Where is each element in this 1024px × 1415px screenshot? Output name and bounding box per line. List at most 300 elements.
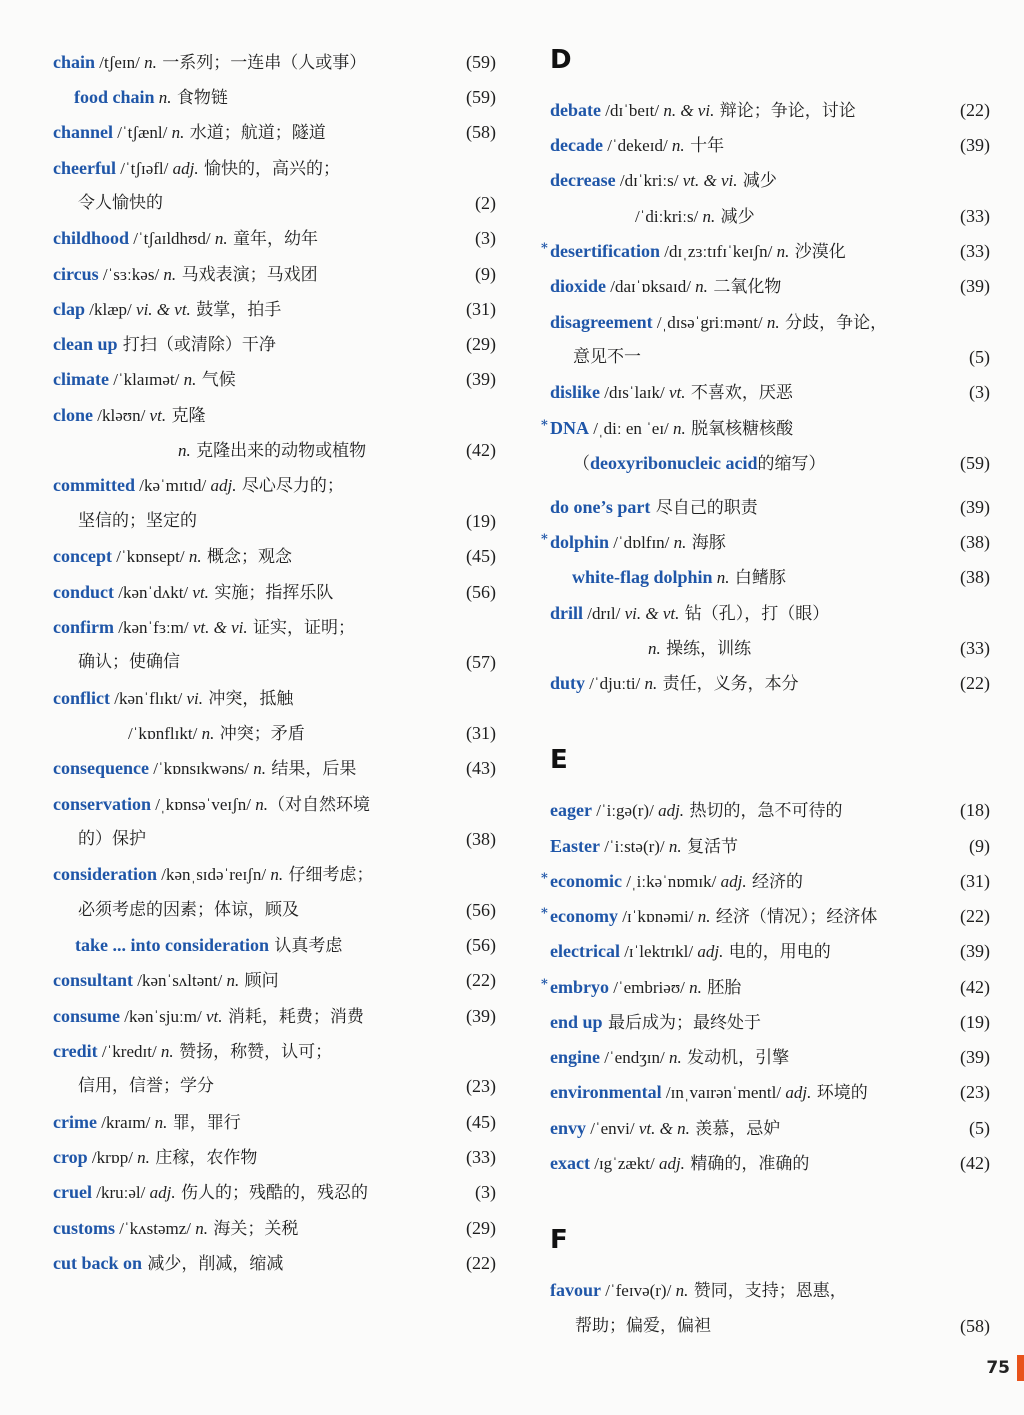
headword: circus <box>53 264 99 284</box>
headword: take ... into consideration <box>75 935 270 955</box>
unit-reference: (42) <box>960 977 990 997</box>
part-of-speech: n. <box>697 907 711 926</box>
glossary-entry <box>53 292 496 327</box>
headword: end up <box>550 1012 603 1032</box>
new-word-star-icon: * <box>541 418 548 433</box>
glossary-entry <box>53 928 496 963</box>
unit-reference: (33) <box>960 206 990 226</box>
part-of-speech: vi. <box>186 689 203 708</box>
chinese-definition: 信用，信誉；学分 <box>78 1076 214 1096</box>
new-word-star-icon: * <box>541 241 548 256</box>
pronunciation: /dɪˈkriːs/ <box>615 171 683 190</box>
unit-reference: (2) <box>475 193 496 213</box>
chinese-definition: 不喜欢，厌恶 <box>685 383 793 403</box>
glossary-entry-continuation <box>53 645 496 680</box>
unit-reference: (5) <box>969 1118 990 1138</box>
part-of-speech: vt. <box>205 1007 223 1026</box>
part-of-speech: adj. <box>149 1183 176 1202</box>
unit-reference: (39) <box>960 941 990 961</box>
unit-reference: (45) <box>466 546 496 566</box>
headword: credit <box>53 1041 98 1061</box>
pronunciation: /ˈdɒlfɪn/ <box>609 533 674 552</box>
chinese-definition: 马戏表演；马戏团 <box>176 265 318 285</box>
part-of-speech: n. <box>226 971 240 990</box>
part-of-speech: adj. <box>720 872 747 891</box>
pronunciation: /ˌdiː en ˈeɪ/ <box>589 419 674 438</box>
headword: desertification <box>550 241 660 261</box>
pronunciation: /ˈkɒnflɪkt/ <box>128 724 202 743</box>
pronunciation: /ˈtʃænl/ <box>113 123 172 142</box>
chinese-definition: 复活节 <box>681 837 739 857</box>
part-of-speech: n. <box>702 207 716 226</box>
chinese-definition: 钻（孔），打（眼） <box>679 604 830 624</box>
chinese-definition: 证实，证明； <box>247 618 356 638</box>
headword: concept <box>53 546 112 566</box>
chinese-definition: 必须考虑的因素；体谅，顾及 <box>78 900 299 920</box>
chinese-definition: 打扫（或清除）干净 <box>117 335 276 355</box>
unit-reference: (22) <box>960 673 990 693</box>
part-of-speech: n. <box>214 229 228 248</box>
chinese-definition: 冲突；矛盾 <box>214 724 305 744</box>
headword: clone <box>53 405 93 425</box>
page-number: 75 <box>986 1358 1010 1378</box>
part-of-speech: n. <box>644 674 658 693</box>
headword-inline: deoxyribonucleic acid <box>590 453 758 473</box>
glossary-entry <box>53 257 496 292</box>
glossary-entry <box>53 327 496 362</box>
pronunciation: /klæp/ <box>85 300 137 319</box>
unit-reference: (58) <box>466 122 496 142</box>
chinese-definition: 二氧化物 <box>707 277 782 297</box>
pronunciation: /dɪˈbeɪt/ <box>601 101 664 120</box>
part-of-speech: vt. & vi. <box>192 618 248 637</box>
chinese-definition: 的）保护 <box>78 829 146 849</box>
chinese-definition: 坚信的；坚定的 <box>78 511 197 531</box>
chinese-definition: 确认；使确信 <box>78 652 180 672</box>
unit-reference: (3) <box>475 228 496 248</box>
chinese-definition: 童年，幼年 <box>227 229 319 249</box>
part-of-speech: n. <box>671 136 685 155</box>
unit-reference: (39) <box>960 497 990 517</box>
pronunciation: /kraɪm/ <box>96 1113 155 1132</box>
chinese-definition: 电的，用电的 <box>723 942 831 962</box>
unit-reference: (56) <box>466 900 496 920</box>
chinese-definition: 经济的 <box>746 872 803 892</box>
pronunciation: /ˈsɜːkəs/ <box>98 265 164 284</box>
headword: economy <box>550 906 618 926</box>
pronunciation: /ˈdiːkriːs/ <box>635 207 703 226</box>
headword: committed <box>53 475 135 495</box>
page-tab-marker <box>1017 1355 1024 1381</box>
new-word-star-icon: * <box>541 532 548 547</box>
glossary-entry <box>550 666 990 701</box>
part-of-speech: adj. <box>210 476 237 495</box>
glossary-entry <box>53 610 496 645</box>
headword: dislike <box>550 382 601 402</box>
unit-reference: (29) <box>466 1218 496 1238</box>
part-of-speech: n. <box>668 1048 682 1067</box>
unit-reference: (56) <box>466 935 496 955</box>
chinese-definition: 冲突，抵触 <box>203 689 294 709</box>
chinese-definition: 尽心尽力的； <box>236 476 344 496</box>
pronunciation: /ˌdɪsəˈgriːmənt/ <box>652 313 767 332</box>
glossary-entry <box>53 221 496 256</box>
unit-reference: (23) <box>960 1082 990 1102</box>
chinese-definition: 消耗，耗费；消费 <box>222 1007 364 1027</box>
glossary-entry <box>550 596 990 631</box>
chinese-definition: 减少，削减，缩减 <box>142 1254 284 1274</box>
glossary-entry <box>53 45 496 80</box>
chinese-definition: 热切的，急不可待的 <box>684 801 843 821</box>
pronunciation: /kənˈflɪkt/ <box>109 689 187 708</box>
headword: crop <box>53 1147 88 1167</box>
part-of-speech: n. <box>144 53 157 72</box>
part-of-speech: n. <box>253 759 267 778</box>
headword: DNA <box>550 418 589 438</box>
chinese-definition: 海豚 <box>686 533 726 553</box>
chinese-definition: 最后成为；最终处于 <box>602 1013 761 1033</box>
chinese-definition: 精确的，准确的 <box>684 1154 810 1174</box>
part-of-speech: n. <box>673 419 686 438</box>
glossary-entry <box>550 934 990 969</box>
unit-reference: (31) <box>466 723 496 743</box>
glossary-entry <box>550 490 990 525</box>
headword: clap <box>53 299 86 319</box>
glossary-entry <box>550 1111 990 1146</box>
glossary-entry <box>53 787 496 822</box>
unit-reference: (22) <box>466 1253 496 1273</box>
part-of-speech: n. <box>255 795 268 814</box>
headword: conduct <box>53 582 115 602</box>
headword: favour <box>550 1280 601 1300</box>
part-of-speech: n. <box>183 370 197 389</box>
chinese-definition: 经济（情况）；经济体 <box>710 907 878 927</box>
unit-reference: (43) <box>466 758 496 778</box>
glossary-entry <box>550 305 990 340</box>
part-of-speech: n. <box>695 277 708 296</box>
pronunciation: /kənˈfɜːm/ <box>113 618 193 637</box>
chinese-definition: 发动机，引擎 <box>681 1048 790 1068</box>
headword: cut back on <box>53 1253 143 1273</box>
glossary-entry <box>53 1211 496 1246</box>
glossary-entry <box>53 751 496 786</box>
glossary-entry <box>53 80 496 115</box>
headword: duty <box>550 673 586 693</box>
pronunciation: /ˈkʌstəmz/ <box>115 1219 196 1238</box>
headword: crime <box>53 1112 97 1132</box>
unit-reference: (22) <box>466 970 496 990</box>
glossary-entry <box>53 362 496 397</box>
glossary-entry <box>550 163 990 198</box>
pronunciation: /dɪsˈlaɪk/ <box>600 383 669 402</box>
headword: chain <box>53 52 96 72</box>
glossary-entry <box>550 1273 990 1308</box>
unit-reference: (33) <box>466 1147 496 1167</box>
unit-reference: (3) <box>969 382 990 402</box>
chinese-definition: 沙漠化 <box>789 242 846 262</box>
part-of-speech: n. <box>675 1281 689 1300</box>
pronunciation: /ˈembriəʊ/ <box>608 978 690 997</box>
pronunciation: /ˈendʒɪn/ <box>600 1048 669 1067</box>
glossary-entry <box>550 93 990 128</box>
unit-reference: (9) <box>969 836 990 856</box>
glossary-entry-continuation <box>53 1069 496 1104</box>
chinese-definition: 顾问 <box>239 971 279 991</box>
headword: cruel <box>53 1182 92 1202</box>
headword: envy <box>550 1118 586 1138</box>
headword: consideration <box>53 864 158 884</box>
glossary-entry <box>541 899 990 934</box>
part-of-speech: n. <box>154 1113 168 1132</box>
part-of-speech: vt. & vi. <box>682 171 738 190</box>
section-heading-d: D <box>550 45 572 75</box>
headword: consume <box>53 1006 120 1026</box>
part-of-speech: vt. <box>192 583 209 602</box>
part-of-speech: n. <box>776 242 790 261</box>
glossary-entry <box>550 1146 990 1181</box>
part-of-speech: vt. & n. <box>638 1119 690 1138</box>
headword: customs <box>53 1218 115 1238</box>
headword: environmental <box>550 1082 662 1102</box>
part-of-speech: adj. <box>697 942 724 961</box>
unit-reference: (31) <box>466 299 496 319</box>
glossary-entry <box>550 829 990 864</box>
unit-reference: (58) <box>960 1316 990 1336</box>
glossary-entry-continuation <box>550 340 990 375</box>
unit-reference: (59) <box>466 87 496 107</box>
chinese-definition: 胚胎 <box>701 978 742 998</box>
headword: consultant <box>53 970 134 990</box>
unit-reference: (29) <box>466 334 496 354</box>
glossary-entry <box>53 539 496 574</box>
pronunciation: /ɪgˈzækt/ <box>589 1154 659 1173</box>
pronunciation: /ˈklaɪmət/ <box>108 370 184 389</box>
chinese-definition: 气候 <box>196 370 236 390</box>
pronunciation: /ˈtʃaɪldhʊd/ <box>129 229 215 248</box>
chinese-definition: （对自然环境 <box>268 795 370 815</box>
unit-reference: (56) <box>466 582 496 602</box>
chinese-definition: 仔细考虑； <box>283 865 374 885</box>
pronunciation: /ɪˈlektrɪkl/ <box>619 942 698 961</box>
chinese-definition: 羡慕，忌妒 <box>689 1119 781 1139</box>
chinese-definition: 克隆 <box>166 406 206 426</box>
pronunciation: /ɪnˌvaɪrənˈmentl/ <box>661 1083 786 1102</box>
headword: eager <box>550 800 592 820</box>
glossary-entry-continuation <box>53 893 496 928</box>
section-heading-e: E <box>550 745 568 775</box>
chinese-definition-tail: 的缩写） <box>757 454 826 474</box>
part-of-speech: n. <box>163 265 177 284</box>
pronunciation: /kənˈdʌkt/ <box>114 583 193 602</box>
glossary-entry <box>53 1105 496 1140</box>
chinese-definition: 意见不一 <box>573 347 641 367</box>
pronunciation: /ɪˈkɒnəmi/ <box>617 907 698 926</box>
glossary-entry <box>53 963 496 998</box>
glossary-entry-continuation <box>53 186 496 221</box>
headword: conflict <box>53 688 110 708</box>
glossary-entry <box>53 1140 496 1175</box>
pronunciation: /kruːəl/ <box>91 1183 150 1202</box>
glossary-entry-continuation <box>550 1309 990 1344</box>
unit-reference: (39) <box>466 1006 496 1026</box>
unit-reference: (42) <box>960 1153 990 1173</box>
pronunciation: /daɪˈɒksaɪd/ <box>606 277 696 296</box>
part-of-speech: n. <box>712 568 730 587</box>
pronunciation: /dɪˌzɜːtɪfɪˈkeɪʃn/ <box>659 242 777 261</box>
part-of-speech: n. <box>668 837 682 856</box>
headword: channel <box>53 122 114 142</box>
headword: disagreement <box>550 312 653 332</box>
unit-reference: (18) <box>960 800 990 820</box>
pronunciation: /ˈdjuːti/ <box>585 674 645 693</box>
glossary-entry <box>53 398 496 433</box>
glossary-entry <box>541 411 990 446</box>
glossary-entry <box>550 560 990 595</box>
chinese-definition: 食物链 <box>171 88 228 108</box>
glossary-entry <box>541 970 990 1005</box>
glossary-entry <box>53 1246 496 1281</box>
headword: food chain <box>74 87 155 107</box>
chinese-definition: 赞扬，称赞，认可； <box>173 1042 333 1062</box>
pronunciation: /kənˈsjuːm/ <box>120 1007 206 1026</box>
unit-reference: (39) <box>960 276 990 296</box>
glossary-entry <box>550 269 990 304</box>
pronunciation: /ˌkɒnsəˈveɪʃn/ <box>151 795 256 814</box>
chinese-definition: 概念；观念 <box>201 547 293 567</box>
part-of-speech: n. <box>270 865 284 884</box>
part-of-speech: n. <box>201 724 215 743</box>
part-of-speech: vt. <box>668 383 686 402</box>
glossary-entry-continuation <box>53 504 496 539</box>
glossary-entry <box>550 375 990 410</box>
glossary-entry <box>541 525 990 560</box>
unit-reference: (45) <box>466 1112 496 1132</box>
chinese-definition: 分歧，争论， <box>779 313 888 333</box>
glossary-entry <box>53 999 496 1034</box>
unit-reference: (23) <box>466 1076 496 1096</box>
part-of-speech: n. <box>195 1219 209 1238</box>
headword: decade <box>550 135 603 155</box>
chinese-definition: 克隆出来的动物或植物 <box>190 441 367 461</box>
unit-reference: (19) <box>466 511 496 531</box>
unit-reference: (31) <box>960 871 990 891</box>
unit-reference: (59) <box>466 52 496 72</box>
chinese-definition: 十年 <box>684 136 725 156</box>
chinese-definition: 令人愉快的 <box>78 193 163 213</box>
glossary-entry <box>541 234 990 269</box>
part-of-speech: vi. & vt. <box>624 604 680 623</box>
chinese-definition: 白鳍豚 <box>729 568 786 588</box>
part-of-speech: n. <box>766 313 780 332</box>
pronunciation: /ˈenvi/ <box>586 1119 639 1138</box>
chinese-definition: 辩论；争论，讨论 <box>714 101 856 121</box>
pronunciation: /ˈkɒnsept/ <box>111 547 189 566</box>
headword: clean up <box>53 334 118 354</box>
headword: dioxide <box>550 276 607 296</box>
unit-reference: (38) <box>960 532 990 552</box>
headword: cheerful <box>53 158 116 178</box>
part-of-speech: adj. <box>172 159 199 178</box>
headword: debate <box>550 100 601 120</box>
glossary-entry <box>550 128 990 163</box>
unit-reference: (38) <box>960 567 990 587</box>
chinese-definition: 实施；指挥乐队 <box>208 583 334 603</box>
part-of-speech: n. <box>137 1148 150 1167</box>
glossary-entry-continuation <box>550 199 990 234</box>
chinese-definition: 减少 <box>737 171 777 191</box>
pronunciation: /ˈiːgə(r)/ <box>591 801 659 820</box>
unit-reference: (59) <box>960 453 990 473</box>
unit-reference: (19) <box>960 1012 990 1032</box>
pronunciation: /kləʊn/ <box>93 406 150 425</box>
chinese-definition: 环境的 <box>811 1083 868 1103</box>
glossary-entry-continuation <box>53 822 496 857</box>
part-of-speech: n. <box>171 123 185 142</box>
unit-reference: (42) <box>466 440 496 460</box>
headword: climate <box>53 369 109 389</box>
chinese-definition: 愉快的，高兴的； <box>198 159 341 179</box>
unit-reference: (57) <box>466 652 496 672</box>
chinese-definition: 赞同，支持；恩惠， <box>688 1281 847 1301</box>
part-of-speech: adj. <box>785 1083 812 1102</box>
chinese-definition: 认真考虑 <box>269 936 343 956</box>
pronunciation: /ˈkɒnsɪkwəns/ <box>149 759 254 778</box>
chinese-definition: 伤人的；残酷的，残忍的 <box>175 1183 368 1203</box>
unit-reference: (33) <box>960 638 990 658</box>
headword: conservation <box>53 794 151 814</box>
new-word-star-icon: * <box>541 977 548 992</box>
unit-reference: (3) <box>475 1182 496 1202</box>
headword: Easter <box>550 836 600 856</box>
glossary-entry <box>53 468 496 503</box>
headword: embryo <box>550 977 609 997</box>
unit-reference: (5) <box>969 347 990 367</box>
part-of-speech: n. <box>188 547 202 566</box>
unit-reference: (39) <box>960 1047 990 1067</box>
part-of-speech: adj. <box>658 801 685 820</box>
chinese-definition: 庄稼，农作物 <box>149 1148 258 1168</box>
unit-reference: (22) <box>960 100 990 120</box>
part-of-speech: vt. <box>149 406 167 425</box>
glossary-entry-continuation <box>550 631 990 666</box>
pronunciation: /ˌiːkəˈnɒmɪk/ <box>621 872 721 891</box>
chinese-definition: 罪，罪行 <box>167 1113 241 1133</box>
headword: consequence <box>53 758 149 778</box>
glossary-entry <box>550 1040 990 1075</box>
pronunciation: /ˈiːstə(r)/ <box>599 837 669 856</box>
headword: decrease <box>550 170 616 190</box>
headword: dolphin <box>550 532 610 552</box>
headword: confirm <box>53 617 114 637</box>
glossary-entry <box>53 151 496 186</box>
unit-reference: (9) <box>475 264 496 284</box>
chinese-definition: （ <box>573 454 590 474</box>
new-word-star-icon: * <box>541 871 548 886</box>
glossary-entry <box>53 115 496 150</box>
chinese-definition: 一系列；一连串（人或事） <box>156 53 367 73</box>
glossary-entry <box>53 1034 496 1069</box>
unit-reference: (39) <box>960 135 990 155</box>
chinese-definition: 责任，义务，本分 <box>657 674 799 694</box>
glossary-entry <box>550 1005 990 1040</box>
glossary-entry <box>53 1175 496 1210</box>
pronunciation: /tʃeɪn/ <box>95 53 145 72</box>
pronunciation: /krɒp/ <box>87 1148 138 1167</box>
headword: childhood <box>53 228 130 248</box>
chinese-definition: 尽自己的职责 <box>650 498 758 518</box>
part-of-speech: n. <box>160 1042 174 1061</box>
headword: economic <box>550 871 622 891</box>
